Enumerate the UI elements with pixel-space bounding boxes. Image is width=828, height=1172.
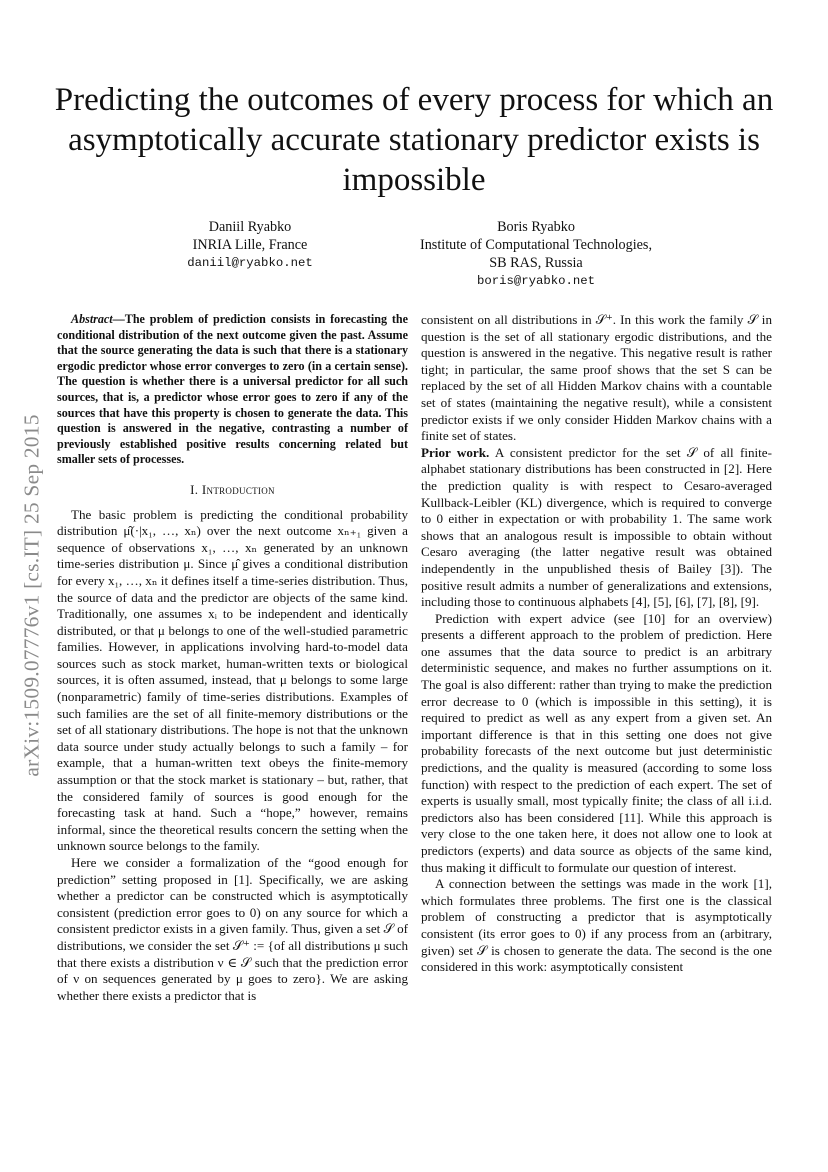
author-email: daniil@ryabko.net (187, 256, 313, 270)
author-affiliation: INRIA Lille, France (192, 237, 308, 253)
author-email: boris@ryabko.net (476, 274, 596, 288)
author-name: Daniil Ryabko (208, 219, 292, 235)
author-name: Boris Ryabko (497, 219, 575, 235)
abstract-label: Abstract (71, 312, 113, 326)
body-paragraph: Prediction with expert advice (see [10] for an overview) presents a different approach to the problem of prediction. Here one assumes that the data source to predict is an arbitrary deterministic sequence, and makes no further assumptions on it. The goal is also different: rather than trying to make the prediction error decrease to 0 (which is impossible in this setting), it is required to predict as well as any expert from a given set. An important difference is that in this setting one does not give probability forecasts of the next outcome but just deterministic predictions, and the quality is measured (according to some loss function) with respect to the prediction of each expert. The set of experts is usually small, most typically finite; the class of all i.i.d. predictors also has been considered [11]. While this approach is very close to the one taken here, it does not allow one to look at predictors (experts) and data source as objects of the same kind, thus making it difficult to formulate our question of interest. (421, 610, 772, 875)
right-column (421, 312, 772, 976)
body-paragraph: consistent on all distributions in 𝒮⁺. In this work the family 𝒮 in question is the set of all stationary ergodic distributions, and the question is answered in the negative. This negative result is rather tight; in particular, the same proof shows that the set S can be replaced by the set of all Hidden Markov chains with a countable set of states (maintaining the negative result), while a consistent predictor exists if we only consider Hidden Markov chains with a finite set of states. (421, 312, 772, 444)
author-block-1 (150, 218, 350, 272)
author-affiliation-2: SB RAS, Russia (489, 255, 583, 271)
left-column (57, 312, 408, 1004)
body-paragraph: Here we consider a formalization of the “good enough for prediction” setting proposed in [1]. Specifically, we are asking whether a predictor can be constructed which is asymptotically consistent (prediction error goes to 0) on any source for which a consistent predictor exists in a given family. Thus, given a set 𝒮 of distributions, we consider the set 𝒮⁺ := {of all distributions μ such that there exists a distribution ν ∈ 𝒮 such that the prediction error of ν on sequences generated by μ goes to zero}. We are asking whether there exists a predictor that is (57, 855, 408, 1003)
paper-title: Predicting the outcomes of every process for which an asymptotically accurate stationary predictor exists is impossible (54, 82, 774, 198)
arxiv-sidebar-stamp (12, 345, 52, 845)
prior-work-text: A consistent predictor for the set 𝒮 of all finite-alphabet stationary distributions has been constructed in [2]. Here the prediction quality is with respect to Cesaro-averaged Kullback-Leibler (KL) divergence, which is required to converge to 0 either in expectation or with probability 1. The same work shows that an analogous result is impossible to obtain without Cesaro averaging (the latter negative result was obtained independently in the unpublished thesis of Bailey [3]). The positive result admits a number of generalizations and extensions, including those to continuous alphabets [4], [5], [6], [7], [8], [9]. (421, 444, 772, 610)
prior-work-paragraph (421, 445, 772, 611)
prior-work-heading: Prior work. (421, 444, 490, 460)
abstract-text: —The problem of prediction consists in forecasting the conditional distribution of the next outcome given the past. Assume that the source generating the data is such that there is a stationary ergodic predictor whose error converges to zero (in a certain sense). The question is whether there is a universal predictor for all such sources, that is, a predictor whose error goes to zero if any of the sources that have this property is chosen to generate the data. This question is answered in the negative, contrasting a number of previously established positive results concerning related but smaller sets of processes. (57, 312, 408, 467)
body-paragraph: The basic problem is predicting the conditional probability distribution μ̂(·|x₁, …, xₙ) over the next outcome xₙ₊₁ given a sequence of observations x₁, …, xₙ generated by an unknown time-series distribution μ. Since μ̂ gives a conditional distribution for every x₁, …, xₙ it defines itself a time-series distribution. Thus, the source of data and the predictor are objects of the same kind. Traditionally, one assumes xᵢ to be independent and identically distributed, or that μ belongs to one of the well-studied parametric families. However, in applications involving hard-to-model data sources such as stock market, human-written texts or biological sources, it is often assumed, instead, that μ belongs to some large (nonparametric) family of time-series distributions. Examples of such families are the set of all finite-memory distributions or the set of all stationary distributions. The hope is not that the unknown data source under study actually belongs to such a family – for example, that a human-written text obeys the finite-memory assumption or that the stock market is stationary – but, rather, that the considered family of sources is good enough for the forecasting task at hand. Such a “hope,” however, remains informal, since the theoretical results concern the setting when the unknown source belongs to the family. (57, 506, 408, 854)
body-paragraph: A connection between the settings was made in the work [1], which formulates three problems. The first one is the classical problem of constructing a predictor that is asymptotically consistent (its error goes to 0) if any process from an (arbitrary, given) set 𝒮 is chosen to generate the data. The second is the one considered in this work: asymptotically consistent (421, 876, 772, 975)
author-block-2 (410, 218, 662, 290)
author-affiliation: Institute of Computational Technologies, (419, 237, 652, 253)
abstract (57, 312, 408, 468)
section-heading-introduction: I. Introduction (190, 481, 275, 497)
arxiv-identifier: arXiv:1509.07776v1 [cs.IT] 25 Sep 2015 (19, 413, 44, 777)
